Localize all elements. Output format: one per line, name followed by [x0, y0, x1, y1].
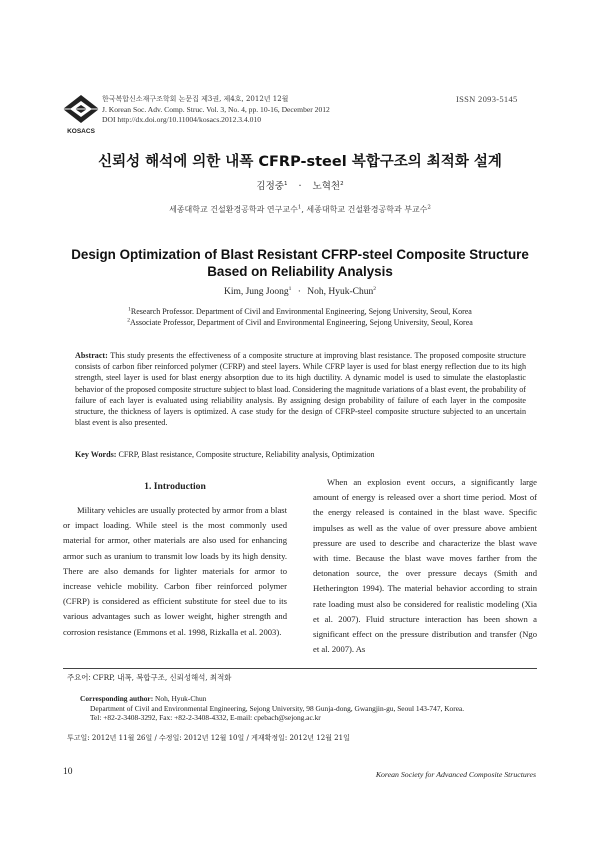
english-author-2: Noh, Hyuk-Chun [307, 287, 374, 297]
journal-logo [62, 94, 100, 135]
korean-keywords: 주요어: CFRP, 내폭, 복합구조, 신뢰성해석, 최적화 [67, 673, 232, 682]
header-line2: J. Korean Soc. Adv. Comp. Struc. Vol. 3, No. 4, pp. 10-16, December 2012 [102, 104, 330, 114]
intro-right-column: When an explosion event occurs, a significantly large amount of energy is released over a short time period. Most of the energy released is contained in the blast wave. Specific impulses as well as the value of over pressure above ambient pressure are used to describe and characterize the blast wave with time. Because the blast wave moves farther from the detonation source, the over pressure decays (Smith and Hetherington 1994). The material behavior according to strain rate loading must also be considered for realistic modeling (Xia et al. 2007). Fluid structure interaction has been shown a significant effect on the pressure distribution and transfer (Ngo et al. 2007). As [313, 477, 537, 655]
journal-header [102, 94, 432, 126]
keywords-label: Key Words: [75, 450, 117, 459]
abstract [75, 350, 526, 428]
submission-dates: 투고일: 2012년 11월 26일 / 수정일: 2012년 12월 10일 / 게재확정일: 2012년 12월 21일 [67, 734, 350, 742]
footer-rule [63, 668, 537, 669]
intro-left-column: Military vehicles are usually protected by armor from a blast or impact loading. While steel is the most commonly used material for armor, other materials are also used for enhancing armor such as uranium to transmit low loads by its high density. There are also demands for lighter materials for armor to increase vehicle mobility. Carbon fiber reinforced polymer (CFRP) is considered as efficient substitute for steel due to its various advantages such as lower weight, higher strength and corrosion resistance (Emmons et al. 1998, Rizkalla et al. 2003). [63, 505, 287, 637]
korean-author-1: 김정중 [256, 181, 284, 192]
keywords-text: CFRP, Blast resistance, Composite structure, Reliability analysis, Optimization [118, 450, 375, 459]
section-heading-introduction: 1. Introduction [144, 481, 206, 492]
abstract-text: This study presents the effectiveness of a composite structure at improving blast resistance. The proposed composite structure consists of carbon fiber reinforced polymer (CFRP) and steel layers. While CFRP layer is used for blast energy reflection due to its high strength, steel layer is used for blast energy absorption due to its high ductility. A dynamic model is used to simulate the elastoplastic behavior of the proposed composite structure subject to blast load. Considering the magnitude variations of a blast event, the probability of failure of each layer is evaluated using reliability analysis. By assigning design probability of failure of each layer in the composite structure, the thickness of layers is optimized. A case study for the design of CFRP-steel composite structure subjected to an uncertain blast event is also presented. [75, 351, 526, 428]
abstract-label: Abstract: [75, 351, 108, 360]
issn: ISSN 2093-5145 [456, 94, 518, 104]
korean-title: 신뢰성 해석에 의한 내폭 CFRP-steel 복합구조의 최적화 설계 [98, 154, 502, 170]
korean-authors: 김정중$^1$ · 노혁천$^2$ [256, 180, 344, 192]
english-author-1: Kim, Jung Joong [223, 287, 289, 297]
author-separator: · [298, 181, 302, 192]
header-doi: DOI http://dx.doi.org/10.11004/kosacs.2012.3.4.010 [102, 115, 262, 124]
keywords [75, 450, 526, 459]
english-authors: Kim, Jung Joong$^1$ · Noh, Hyuk-Chun$^2$ [223, 285, 377, 297]
english-title-line2: Based on Reliability Analysis [207, 264, 393, 279]
korean-author-2: 노혁천 [312, 181, 341, 192]
logo-text: KOSACS [67, 128, 95, 135]
corresponding-author: Corresponding author: Noh, Hyuk-Chun Department of Civil and Environmental Engineering, Sejong University, 98 Gunja-dong, Gwangjin-gu, Seoul 143-747, Korea. Tel: +82-2-3408-3292, Fax: +82-2-3408-4332, E-mail: cpebach@sejong.ac.kr [80, 694, 465, 722]
page-number: 10 [63, 767, 73, 777]
journal-name-footer: Korean Society for Advanced Composite Structures [375, 770, 536, 779]
header-line1: 한국복합신소재구조학회 논문집 제3권, 제4호, 2012년 12월 [102, 95, 289, 103]
english-title [0, 246, 600, 280]
korean-affiliations: 세종대학교 건설환경공학과 연구교수$^1$, 세종대학교 건설환경공학과 부교수$^2$ [169, 204, 431, 214]
kosacs-logo-icon [62, 94, 100, 124]
english-title-line1: Design Optimization of Blast Resistant CFRP-steel Composite Structure [71, 247, 529, 262]
english-affiliations: $^1$Research Professor. Department of Civil and Environmental Engineering, Sejong University, Seoul, Korea $^2$Associate Professor, Department of Civil and Environmental Engineering, Sejong University, Seoul, Korea [127, 306, 473, 327]
